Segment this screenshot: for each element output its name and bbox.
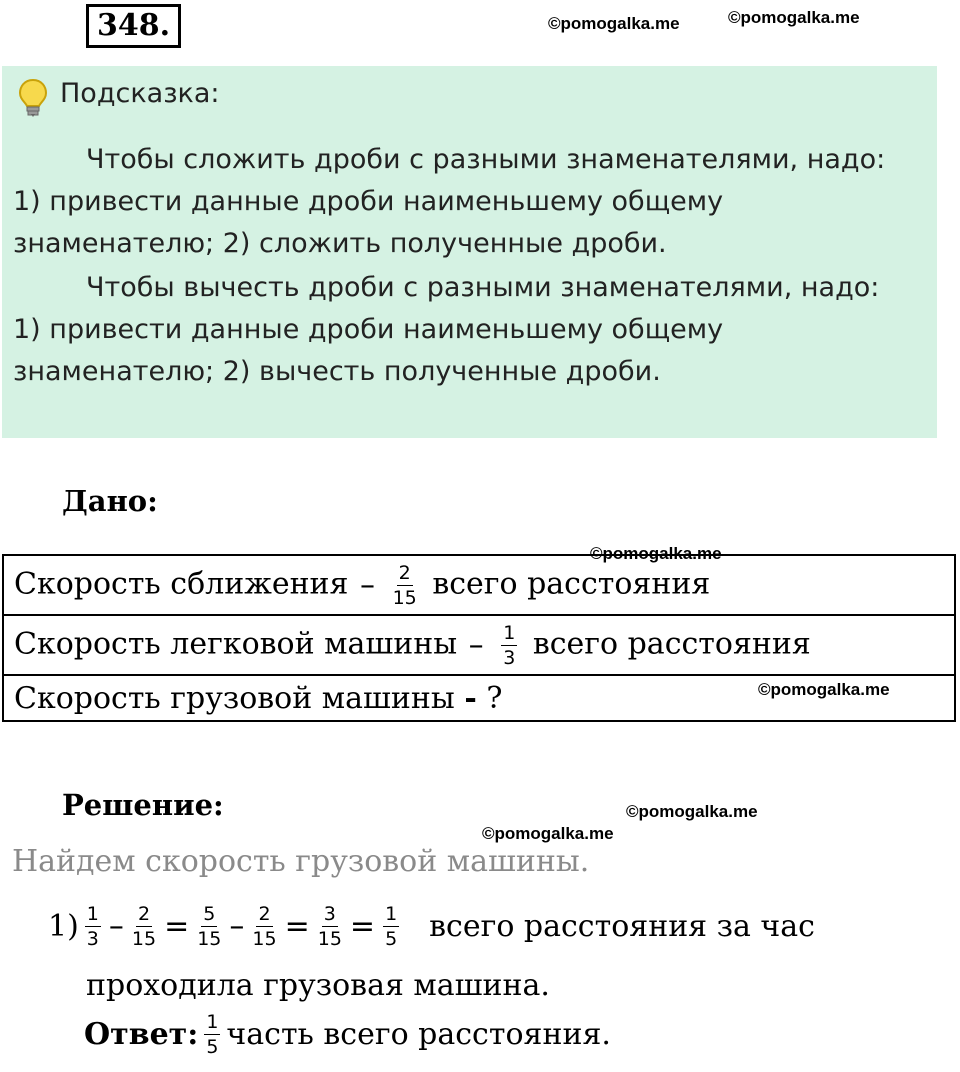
lightbulb-icon (18, 78, 48, 118)
fraction: $\frac{1}{5}$ (206, 1011, 219, 1058)
hint-line: 1) привести данные дроби наименьшему общему (13, 314, 724, 345)
watermark: ©pomogalka.me (482, 824, 614, 843)
operator: = (284, 909, 310, 944)
hint-line: Чтобы сложить дроби с разными знаменателями, надо: (86, 144, 886, 175)
watermark: ©pomogalka.me (590, 544, 722, 563)
fraction: $\frac{1}{3}$ (503, 621, 516, 669)
hint-line: Чтобы вычесть дроби с разными знаменателями, надо: (86, 272, 880, 303)
solution-intro: Найдем скорость грузовой машины. (12, 844, 590, 879)
solution-heading: Решение: (62, 788, 224, 822)
given-cell (3, 555, 955, 615)
dash: – (360, 567, 376, 603)
table-row (3, 615, 955, 675)
table-row (3, 555, 955, 615)
watermark: ©pomogalka.me (728, 8, 860, 27)
expression (79, 904, 405, 949)
step-tail: всего расстояния за час (429, 909, 815, 944)
dash: - (464, 680, 477, 716)
fraction: $\frac{3}{15}$ (317, 903, 342, 950)
fraction: $\frac{1}{5}$ (385, 903, 398, 950)
hint-box (2, 66, 937, 438)
step-line2: проходила грузовая машина. (86, 968, 550, 1003)
operator: – (229, 909, 245, 944)
dash: – (468, 627, 484, 663)
fraction: $\frac{2}{15}$ (392, 561, 417, 609)
fraction: $\frac{2}{15}$ (252, 903, 277, 950)
hint-line: 1) привести данные дроби наименьшему общему (13, 186, 724, 217)
solution-step (48, 904, 815, 949)
given-label: Скорость сближения (14, 566, 349, 601)
hint-line: знаменателю; 2) вычесть полученные дроби. (13, 356, 661, 387)
given-label: Скорость грузовой машины (14, 680, 455, 716)
given-tail: ? (486, 680, 503, 716)
fraction: $\frac{5}{15}$ (197, 903, 222, 950)
fraction: $\frac{1}{3}$ (86, 903, 99, 950)
answer-label: Ответ: (84, 1017, 199, 1052)
operator: – (108, 909, 124, 944)
operator: = (349, 909, 376, 944)
hint-title: Подсказка: (60, 78, 220, 109)
step-prefix: 1) (48, 909, 79, 944)
given-cell (3, 615, 955, 675)
problem-number: 348. (86, 4, 181, 48)
watermark: ©pomogalka.me (548, 14, 680, 33)
hint-line: знаменателю; 2) сложить полученные дроби. (13, 228, 667, 259)
given-tail: всего расстояния (432, 566, 711, 601)
answer-tail: часть всего расстояния. (226, 1017, 611, 1052)
given-label: Скорость легковой машины (14, 626, 458, 661)
fraction: $\frac{2}{15}$ (131, 903, 157, 950)
given-tail: всего расстояния (532, 626, 811, 661)
watermark: ©pomogalka.me (626, 802, 758, 821)
operator: = (164, 909, 190, 944)
answer (84, 1012, 611, 1057)
given-heading: Дано: (62, 484, 158, 518)
watermark: ©pomogalka.me (758, 680, 890, 699)
